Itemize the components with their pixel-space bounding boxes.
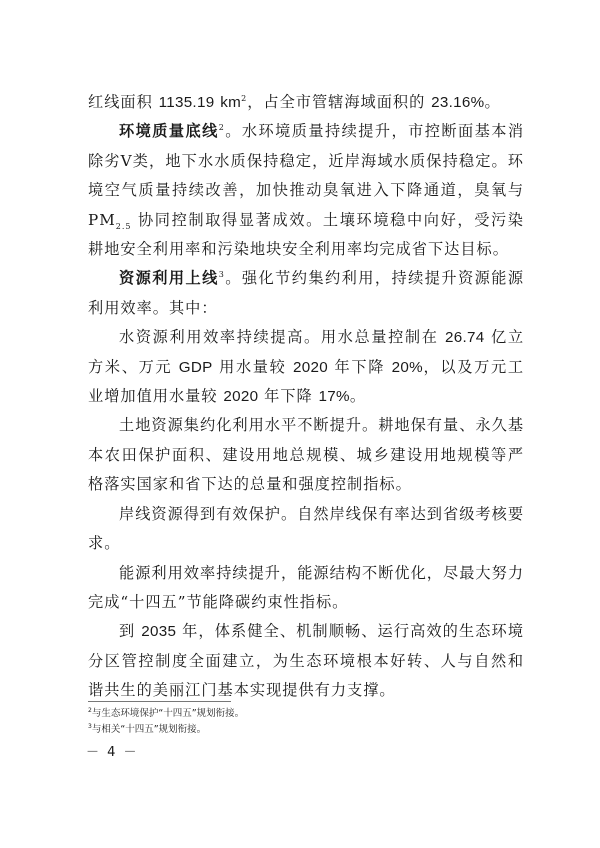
- footnote-ref-2: 2: [218, 123, 225, 133]
- area-value: 1135.19: [158, 94, 215, 111]
- paragraph-resource-use: 资源利用上线$^3$。强化节约集约利用，持续提升资源能源利用效率。其中：: [88, 269, 525, 317]
- paragraph-shoreline-resources: 岸线资源得到有效保护。自然岸线保有率达到省级考核要求。: [88, 504, 524, 553]
- body-text: [88, 88, 524, 706]
- section-label-resource-use: 资源利用上线: [119, 269, 219, 288]
- footnote-3: $^3$与相关“十四五”规划衔接。: [88, 722, 207, 735]
- page-number: － 4 －: [86, 745, 139, 760]
- footnote-divider: [88, 701, 231, 702]
- section-label-environment-quality: 环境质量底线: [119, 122, 219, 141]
- footnote-ref-3: 3: [218, 270, 225, 280]
- paragraph-water-resources: 水资源利用效率持续提高。用水总量控制在 26.74 亿立方米、万元 GDP 用水量较 2020 年下降 20%，以及万元工业增加值用水量较 2020 年下降 17%。: [88, 328, 525, 406]
- paragraph-land-resources: 土地资源集约化利用水平不断提升。耕地保有量、永久基本农田保护面积、建设用地总规模、城乡建设用地规模等严格落实国家和省下达的总量和强度控制指标。: [88, 416, 524, 494]
- area-percent: 23.16%: [431, 94, 485, 111]
- paragraph-environment-quality: 环境质量底线$^2$。水环境质量持续提升，市控断面基本消除劣Ⅴ类，地下水水质保持稳定，近岸海域水质保持稳定。环境空气质量持续改善，加快推动臭氧进入下降通道，臭氧与 $PM_{2.5}$ 协同控制取得显著成效。土壤环境稳中向好，受污染耕地安全利用率和污染地块安全利用率均完成省下达目标。: [88, 122, 525, 259]
- paragraph-ocean-area: 红线面积 1135.19 km$^2$，占全市管辖海域面积的 23.16%。: [88, 93, 501, 111]
- paragraph-2035-goal: 到 2035 年，体系健全、机制顺畅、运行高效的生态环境分区管控制度全面建立，为生态环境根本好转、人与自然和谐共生的美丽江门基本实现提供有力支撑。: [88, 622, 525, 700]
- paragraph-energy-efficiency: 能源利用效率持续提升，能源结构不断优化，尽最大努力完成“十四五”节能降碳约束性指标。: [88, 563, 524, 611]
- pm-subscript: 2.5: [115, 221, 132, 231]
- footnote-2: $^2$与生态环境保护“十四五”规划衔接。: [88, 706, 245, 719]
- area-unit: km: [220, 94, 242, 111]
- footnotes: [88, 706, 518, 738]
